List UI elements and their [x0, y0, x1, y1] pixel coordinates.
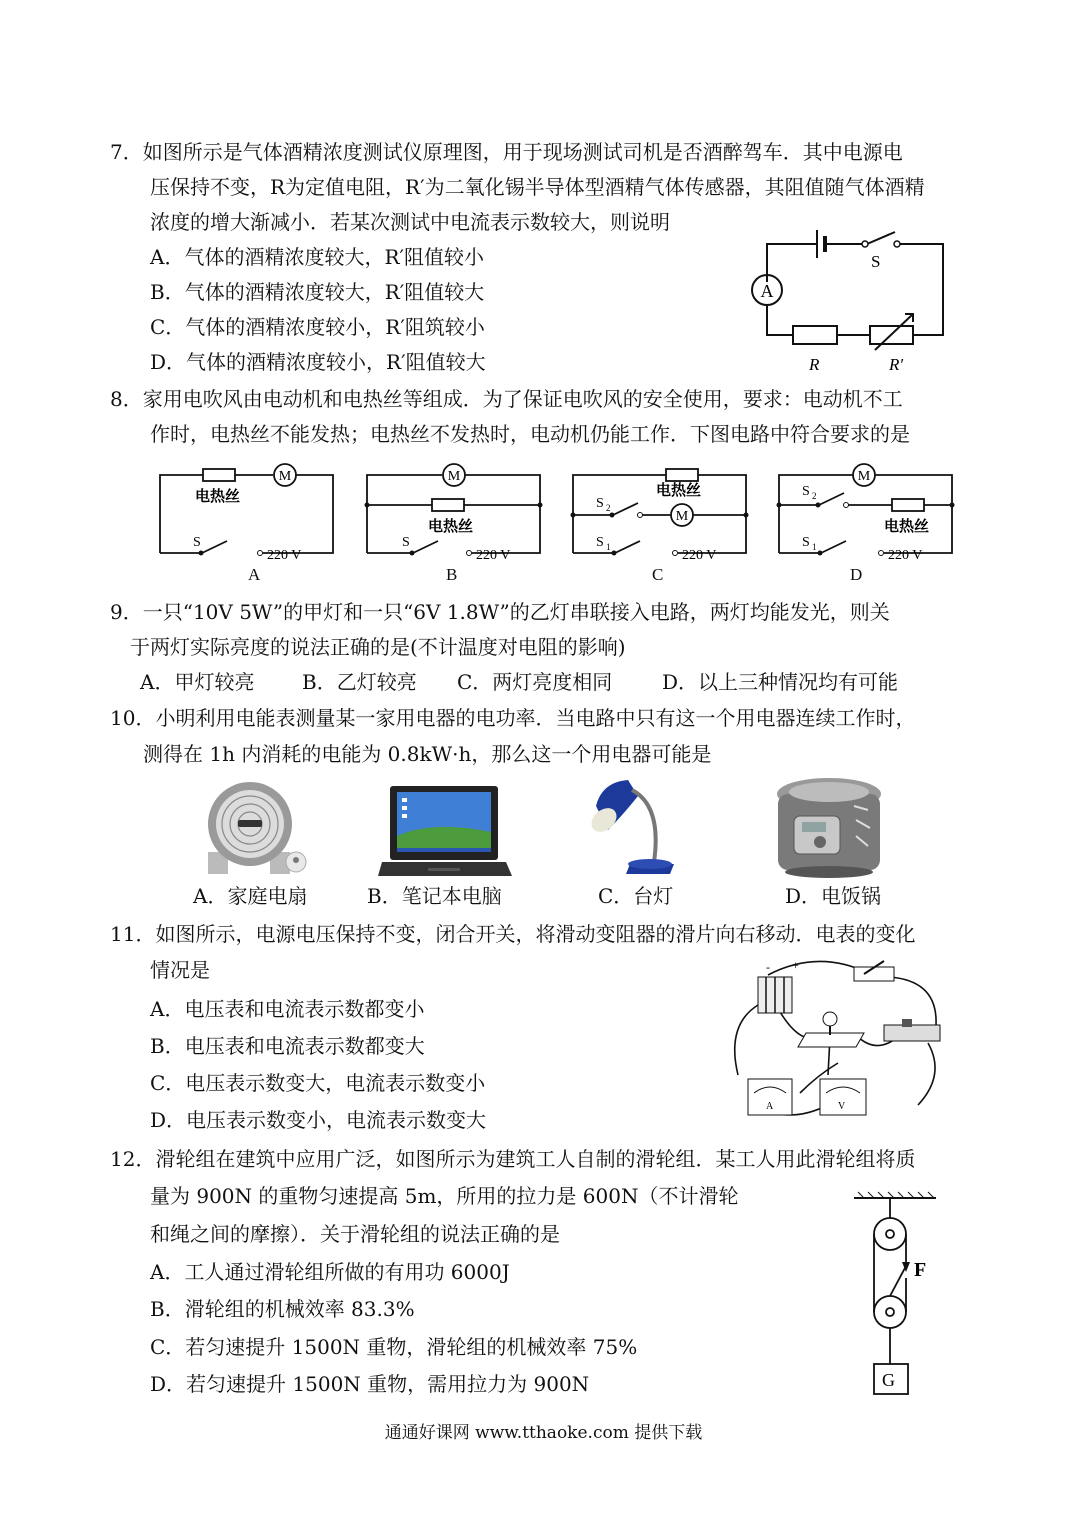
heater-label: 电热丝 [195, 489, 241, 505]
q9-option-a: A．甲灯较亮 [140, 670, 255, 694]
voltage-label: 220 V [682, 548, 717, 563]
switch-s2-label: S [596, 496, 604, 511]
switch-s1-subscript: 1 [606, 542, 611, 552]
q9-option-c: C．两灯亮度相同 [457, 670, 613, 694]
q10-stem-line2: 测得在 1h 内消耗的电能为 0.8kW·h，那么这一个用电器可能是 [143, 742, 712, 766]
q12-option-b: B．滑轮组的机械效率 83.3% [150, 1297, 415, 1321]
q11-option-a: A．电压表和电流表示数都变小 [150, 997, 425, 1021]
q8-stem-line1: 8．家用电吹风由电动机和电热丝等组成．为了保证电吹风的安全使用，要求：电动机不工 [110, 387, 903, 411]
q9-option-b: B．乙灯较亮 [302, 670, 417, 694]
voltmeter-label: V [838, 1101, 846, 1112]
laptop-image [378, 784, 513, 879]
q8-caption-c: C [652, 565, 664, 584]
q8-caption-d: D [850, 565, 863, 584]
q10-option-a: A．家庭电扇 [193, 884, 308, 908]
electric-fan-image [198, 780, 313, 880]
switch-s2-label: S [802, 484, 810, 499]
heater-label: 电热丝 [428, 519, 474, 535]
switch-s1-label: S [596, 535, 604, 550]
pulley-system-diagram [848, 1188, 948, 1410]
q7-option-b: B．气体的酒精浓度较大，R′阻值较大 [150, 280, 485, 304]
voltage-label: 220 V [476, 548, 511, 563]
voltage-label: 220 V [888, 548, 923, 563]
q12-stem-line2: 量为 900N 的重物匀速提高 5m，所用的拉力是 600N（不计滑轮 [150, 1184, 739, 1208]
voltage-label: 220 V [267, 548, 302, 563]
rice-cooker-image [772, 776, 887, 882]
q8-caption-b: B [446, 565, 458, 584]
switch-label: S [402, 535, 410, 550]
q7-option-d: D．气体的酒精浓度较小，R′阻值较大 [150, 350, 486, 374]
q9-option-d: D．以上三种情况均有可能 [662, 670, 899, 694]
q8-circuit-c [568, 455, 753, 565]
battery-minus-label: - [766, 960, 770, 974]
q11-physical-circuit [728, 955, 953, 1125]
q8-circuit-d [774, 455, 959, 565]
q11-stem-line2: 情况是 [150, 958, 210, 982]
q12-option-c: C．若匀速提升 1500N 重物，滑轮组的机械效率 75% [150, 1335, 638, 1359]
q12-stem-line1: 12．滑轮组在建筑中应用广泛，如图所示为建筑工人自制的滑轮组．某工人用此滑轮组将质 [110, 1147, 916, 1171]
page-footer: 通通好课网 www.tthaoke.com 提供下载 [384, 1423, 703, 1443]
q10-option-c: C．台灯 [598, 884, 674, 908]
q10-option-b: B．笔记本电脑 [367, 884, 502, 908]
switch-label: S [193, 535, 201, 550]
q11-option-c: C．电压表示数变大，电流表示数变小 [150, 1071, 486, 1095]
q7-stem-line1: 7．如图所示是气体酒精浓度测试仪原理图，用于现场测试司机是否酒醉驾车．其中电源电 [110, 140, 903, 164]
desk-lamp-image [582, 776, 677, 881]
switch-s1-label: S [802, 535, 810, 550]
q11-option-d: D．电压表示数变小，电流表示数变大 [150, 1108, 487, 1132]
q12-option-d: D．若匀速提升 1500N 重物，需用拉力为 900N [150, 1372, 590, 1396]
q7-stem-line2: 压保持不变，R为定值电阻，R′为二氧化锡半导体型酒精气体传感器，其阻值随气体酒精 [150, 175, 925, 199]
resistor-rprime-label: R′ [889, 355, 904, 374]
q8-caption-a: A [248, 565, 261, 584]
motor-label: M [447, 469, 461, 484]
switch-s1-subscript: 1 [812, 542, 817, 552]
switch-s2-subscript: 2 [606, 503, 611, 513]
q7-option-a: A．气体的酒精浓度较大，R′阻值较小 [150, 245, 485, 269]
switch-s2-subscript: 2 [812, 491, 817, 501]
q8-circuit-a [155, 455, 340, 565]
q7-stem-line3: 浓度的增大渐减小．若某次测试中电流表示数较大，则说明 [150, 210, 670, 234]
resistor-r-label: R [809, 355, 820, 374]
motor-label: M [675, 509, 689, 524]
switch-label: S [871, 252, 881, 271]
q11-stem-line1: 11．如图所示，电源电压保持不变，闭合开关，将滑动变阻器的滑片向右移动．电表的变化 [110, 922, 916, 946]
q10-option-d: D．电饭锅 [785, 884, 882, 908]
q9-stem-line2: 于两灯实际亮度的说法正确的是(不计温度对电阻的影响) [130, 635, 626, 659]
q9-stem-line1: 9．一只“10V 5W”的甲灯和一只“6V 1.8W”的乙灯串联接入电路，两灯均能发光，则关 [110, 600, 890, 624]
heater-label: 电热丝 [884, 519, 930, 535]
battery-plus-label: + [792, 958, 799, 972]
q12-stem-line3: 和绳之间的摩擦）．关于滑轮组的说法正确的是 [150, 1222, 560, 1246]
q8-stem-line2: 作时，电热丝不能发热；电热丝不发热时，电动机仍能工作．下图电路中符合要求的是 [150, 422, 910, 446]
force-label: F [914, 1259, 927, 1281]
q7-circuit-diagram [745, 222, 955, 377]
motor-label: M [278, 469, 292, 484]
heater-label: 电热丝 [656, 483, 702, 499]
ammeter-label: A [760, 281, 774, 301]
q12-option-a: A．工人通过滑轮组所做的有用功 6000J [150, 1260, 510, 1284]
q7-option-c: C．气体的酒精浓度较小，R′阻筑较小 [150, 315, 485, 339]
q8-circuit-b [362, 455, 547, 565]
weight-label: G [882, 1370, 895, 1390]
motor-label: M [857, 469, 871, 484]
ammeter-label: A [766, 1101, 774, 1112]
q10-stem-line1: 10．小明利用电能表测量某一家用电器的电功率．当电路中只有这一个用电器连续工作时， [110, 706, 916, 730]
q11-option-b: B．电压表和电流表示数都变大 [150, 1034, 425, 1058]
